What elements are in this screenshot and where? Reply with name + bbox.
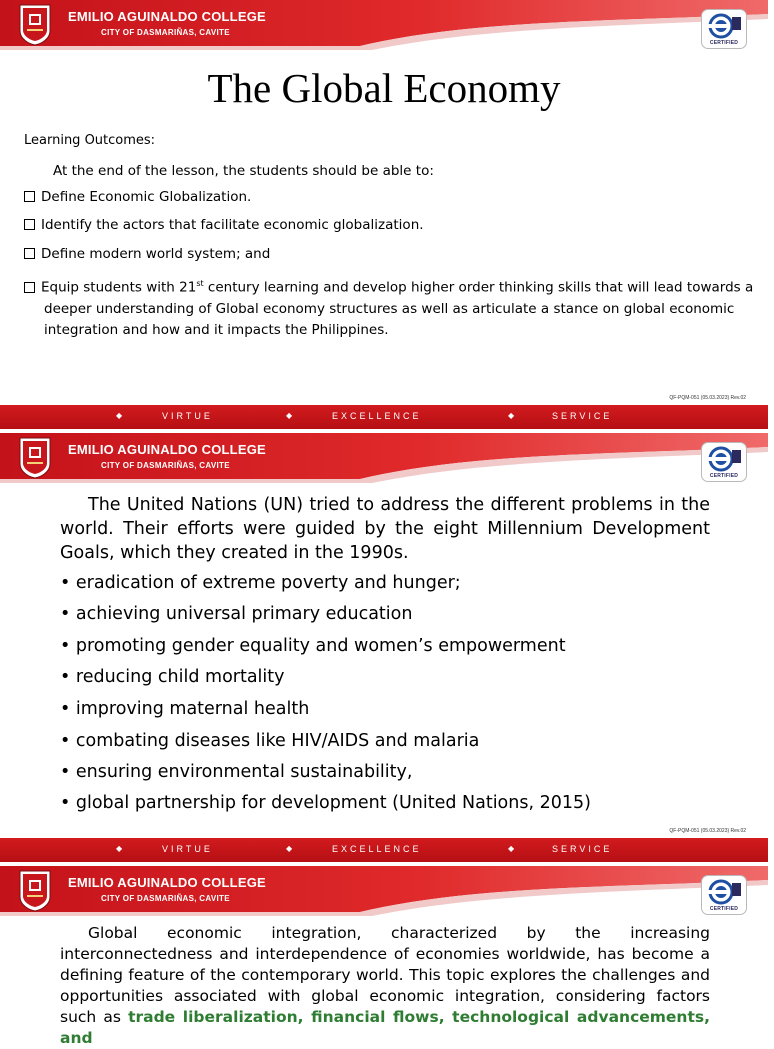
college-name: EMILIO AGUINALDO COLLEGE	[68, 875, 266, 890]
form-code: QF-PQM-051 (05.03.2023) Rev.02	[669, 828, 746, 834]
footer-value: VIRTUE	[162, 411, 213, 421]
highlighted-factors: trade liberalization, financial flows, technological advancements, and	[60, 1008, 710, 1047]
certification-globe-icon	[707, 12, 743, 38]
college-seal-logo	[19, 437, 51, 479]
values-footer	[0, 405, 768, 429]
slide-header	[0, 0, 768, 52]
slide-3	[0, 866, 768, 1047]
footer-value: SERVICE	[552, 411, 613, 421]
footer-value: SERVICE	[552, 844, 613, 854]
footer-value: EXCELLENCE	[332, 844, 422, 854]
un-paragraph-text: The United Nations (UN) tried to address the different problems in the world. Their efforts were guided by the eight Millennium Development Goals, which they created in the 1990s.	[60, 495, 710, 563]
goal-item: • promoting gender equality and women’s empowerment	[60, 636, 566, 656]
goal-item: • improving maternal health	[60, 699, 310, 719]
objective-item	[24, 187, 754, 208]
header-band	[0, 866, 768, 918]
certification-globe-icon	[707, 445, 743, 471]
checkbox-bullet-icon	[24, 191, 35, 202]
objective-item	[24, 273, 774, 341]
college-seal-logo	[19, 870, 51, 912]
certified-label: CERTIFIED	[709, 906, 739, 912]
certification-badge	[701, 9, 747, 49]
slide-title: The Global Economy	[207, 65, 561, 111]
college-name: EMILIO AGUINALDO COLLEGE	[68, 442, 266, 457]
objective-item	[24, 244, 754, 265]
goal-item: • reducing child mortality	[60, 667, 285, 687]
college-city: CITY OF DASMARIÑAS, CAVITE	[101, 894, 230, 903]
footer-value: EXCELLENCE	[332, 411, 422, 421]
checkbox-bullet-icon	[24, 282, 35, 293]
goal-item: • combating diseases like HIV/AIDS and malaria	[60, 731, 480, 751]
college-city: CITY OF DASMARIÑAS, CAVITE	[101, 461, 230, 470]
certified-label: CERTIFIED	[709, 473, 739, 479]
diamond-icon: ◆	[116, 411, 123, 420]
college-name: EMILIO AGUINALDO COLLEGE	[68, 9, 266, 24]
diamond-icon: ◆	[508, 411, 515, 420]
certified-label: CERTIFIED	[709, 40, 739, 46]
header-band	[0, 0, 768, 52]
goal-item: • global partnership for development (United Nations, 2015)	[60, 793, 591, 813]
checkbox-bullet-icon	[24, 219, 35, 230]
college-seal-logo	[19, 4, 51, 46]
objective-text: Identify the actors that facilitate economic globalization.	[41, 217, 424, 233]
diamond-icon: ◆	[508, 844, 515, 853]
slide-header	[0, 866, 768, 918]
certification-badge	[701, 442, 747, 482]
outcomes-intro: At the end of the lesson, the students should be able to:	[53, 163, 434, 179]
college-city: CITY OF DASMARIÑAS, CAVITE	[101, 28, 230, 37]
values-footer	[0, 838, 768, 862]
goal-item: • eradication of extreme poverty and hunger;	[60, 573, 461, 593]
certification-badge	[701, 875, 747, 915]
slide-2	[0, 433, 768, 866]
goal-item: • ensuring environmental sustainability,	[60, 762, 413, 782]
objective-text: Define modern world system; and	[41, 246, 271, 262]
integration-paragraph	[60, 923, 710, 1049]
slide-header	[0, 433, 768, 485]
certification-globe-icon	[707, 878, 743, 904]
objective-text: Define Economic Globalization.	[41, 189, 252, 205]
objective-text-start: Equip students with 21	[41, 279, 197, 296]
header-band	[0, 433, 768, 485]
diamond-icon: ◆	[286, 411, 293, 420]
goal-item: • achieving universal primary education	[60, 604, 413, 624]
checkbox-bullet-icon	[24, 248, 35, 259]
diamond-icon: ◆	[116, 844, 123, 853]
ordinal-suffix: st	[196, 279, 204, 288]
objective-item	[24, 215, 754, 236]
un-paragraph	[60, 493, 710, 565]
integration-paragraph-text: Global economic integration, characterized by the increasing interconnectedness and interdependence of economies worldwide, has become a defining feature of the contemporary world. This topic explores the challenges and opportunities associated with global economic integration, considering factors such as	[60, 924, 710, 1026]
diamond-icon: ◆	[286, 844, 293, 853]
form-code: QF-PQM-051 (05.03.2023) Rev.02	[669, 395, 746, 401]
footer-value: VIRTUE	[162, 844, 213, 854]
slide-1	[0, 0, 768, 433]
objective-text-rest: century learning and develop higher order thinking skills that will lead towards a deeper understanding of Global economy structures as well as articulate a stance on global economic integration and how and it impacts the Philippines.	[44, 279, 754, 338]
learning-outcomes-label: Learning Outcomes:	[24, 133, 156, 148]
